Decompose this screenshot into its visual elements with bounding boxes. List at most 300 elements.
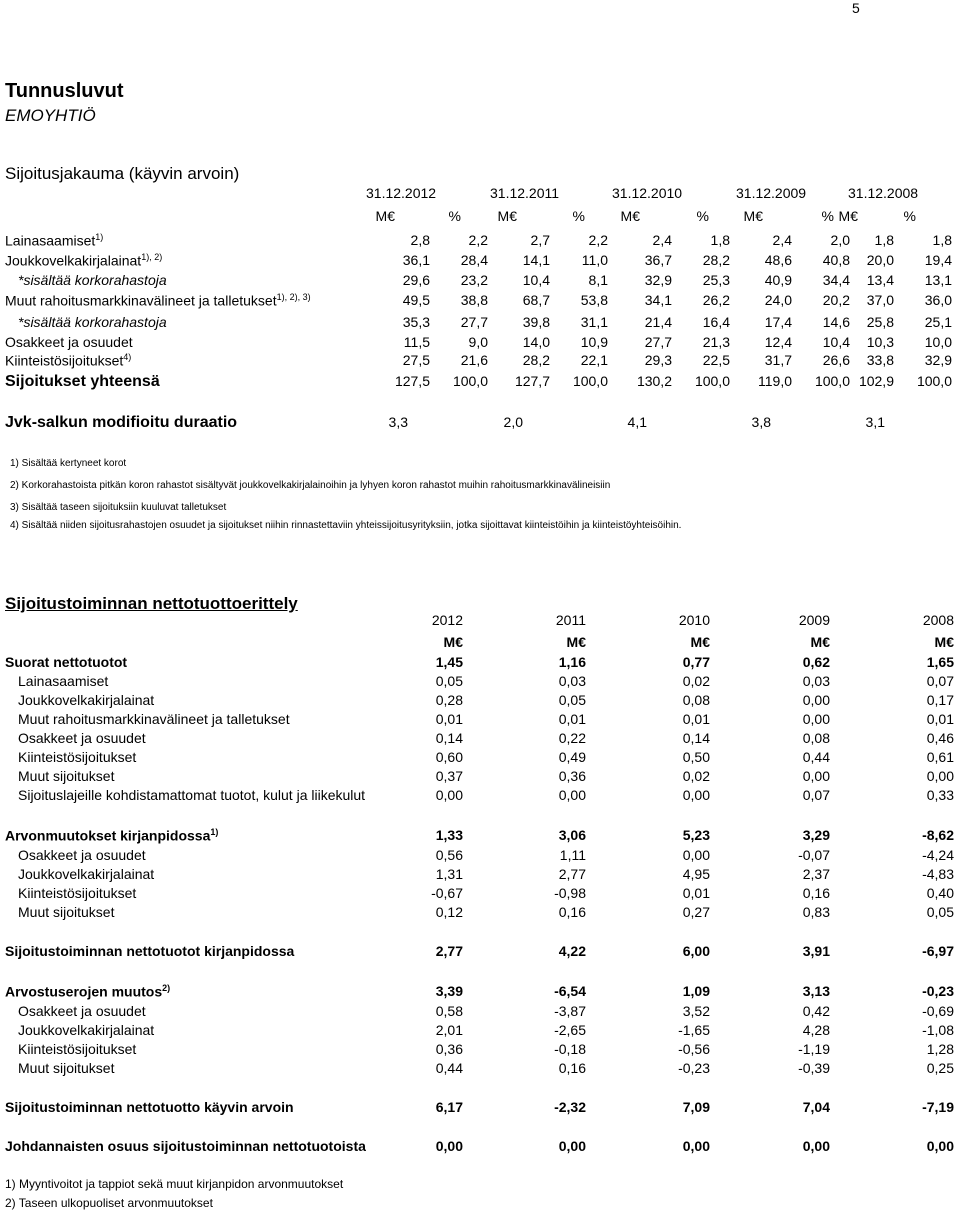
- table-row: [0, 943, 960, 963]
- unit-header: M€: [620, 208, 640, 224]
- table-cell: 0,14: [682, 730, 710, 746]
- table-cell: 34,4: [822, 272, 850, 288]
- table-cell: 2,0: [830, 232, 850, 248]
- table-cell: -0,67: [431, 885, 463, 901]
- table-cell: 31,7: [764, 352, 792, 368]
- table-cell: 36,7: [644, 252, 672, 268]
- table-row: [0, 904, 960, 924]
- table-cell: 100,0: [916, 373, 952, 389]
- table-cell: 28,2: [522, 352, 550, 368]
- table-cell: 0,02: [682, 768, 710, 784]
- page-title: Tunnusluvut: [5, 80, 124, 102]
- table-cell: 100,0: [452, 373, 488, 389]
- table-cell: 1,8: [932, 232, 952, 248]
- table-cell: 11,5: [403, 334, 430, 350]
- table-cell: 21,4: [644, 314, 672, 330]
- unit-header: M€: [566, 634, 586, 650]
- table-cell: 29,3: [644, 352, 672, 368]
- table-cell: 0,07: [802, 787, 830, 803]
- table-cell: 0,00: [802, 692, 830, 708]
- table-cell: 10,4: [522, 272, 550, 288]
- table-cell: 0,01: [926, 711, 954, 727]
- table-cell: 20,2: [822, 292, 850, 308]
- table-cell: 29,6: [402, 272, 430, 288]
- net-income-heading: Sijoitustoiminnan nettotuottoerittely: [5, 594, 298, 613]
- footnote: 1) Sisältää kertyneet korot: [10, 458, 127, 469]
- table-cell: 0,16: [802, 885, 830, 901]
- table-cell: 0,01: [558, 711, 586, 727]
- table-cell: 0,03: [558, 673, 586, 689]
- row-label: [18, 787, 365, 803]
- row-label: [18, 904, 114, 920]
- table-cell: 0,07: [926, 673, 954, 689]
- table-cell: 49,5: [402, 292, 430, 308]
- table-cell: 0,05: [435, 673, 463, 689]
- table-cell: 2,4: [772, 232, 792, 248]
- table-cell: 16,4: [702, 314, 730, 330]
- table-row: [0, 866, 960, 886]
- row-label: [5, 292, 311, 309]
- table-cell: 22,5: [702, 352, 730, 368]
- table-cell: 13,4: [866, 272, 894, 288]
- table-cell: 33,8: [866, 352, 894, 368]
- row-label-text: Osakkeet ja osuudet: [18, 730, 146, 746]
- table-cell: 8,1: [588, 272, 608, 288]
- table-cell: -8,62: [922, 827, 954, 843]
- table-row: [0, 692, 960, 712]
- table-cell: 0,00: [926, 768, 954, 784]
- table-cell: 0,01: [682, 885, 710, 901]
- table-cell: 0,28: [435, 692, 463, 708]
- row-label-text: Osakkeet ja osuudet: [18, 847, 146, 863]
- row-label: [18, 1022, 154, 1038]
- table-cell: 0,61: [926, 749, 954, 765]
- table-cell: 3,52: [682, 1003, 710, 1019]
- row-label-text: Joukkovelkakirjalainat: [18, 692, 155, 708]
- table-row: [0, 1138, 960, 1158]
- table-cell: 2,37: [802, 866, 830, 882]
- table-row: [0, 1060, 960, 1080]
- table-cell: 130,2: [636, 373, 672, 389]
- table-cell: 0,00: [558, 787, 586, 803]
- table-cell: -0,23: [922, 983, 954, 999]
- table-row: [0, 1022, 960, 1042]
- table-cell: -0,98: [554, 885, 586, 901]
- table-cell: 0,14: [435, 730, 463, 746]
- unit-header: %: [448, 208, 461, 224]
- table-cell: 48,6: [764, 252, 792, 268]
- table-cell: 2,2: [588, 232, 608, 248]
- table-cell: 0,42: [802, 1003, 830, 1019]
- table-cell: 1,33: [435, 827, 463, 843]
- table-cell: -0,07: [798, 847, 830, 863]
- row-label: [5, 414, 237, 432]
- table-cell: -4,24: [922, 847, 954, 863]
- table-cell: 0,37: [435, 768, 463, 784]
- row-label: [5, 983, 170, 1000]
- footnote-marker: 4): [123, 352, 132, 362]
- table-cell: 10,0: [924, 334, 952, 350]
- unit-header: %: [696, 208, 709, 224]
- table-cell: 9,0: [468, 334, 488, 350]
- row-label: [18, 673, 108, 689]
- row-label: [5, 352, 131, 369]
- row-label-text: Kiinteistösijoitukset: [18, 749, 137, 765]
- table-cell: 0,00: [926, 1138, 954, 1154]
- table-cell: 40,9: [764, 272, 792, 288]
- row-label: [18, 730, 146, 746]
- table-row: [0, 730, 960, 750]
- year-header: 31.12.2008: [848, 185, 919, 201]
- row-label: [18, 847, 146, 863]
- table-cell: 0,44: [802, 749, 830, 765]
- table-cell: 0,00: [682, 847, 710, 863]
- table-cell: 53,8: [580, 292, 608, 308]
- table-cell: 22,1: [580, 352, 608, 368]
- table-row: [0, 847, 960, 867]
- table-cell: 102,9: [858, 373, 894, 389]
- row-label-text: Muut rahoitusmarkkinavälineet ja talletukset: [5, 292, 277, 309]
- row-label: [18, 1041, 136, 1057]
- row-label-text: Arvostuserojen muutos: [5, 983, 163, 1000]
- year-header: 2012: [431, 612, 463, 628]
- table-cell: 100,0: [814, 373, 850, 389]
- unit-header: M€: [690, 634, 710, 650]
- allocation-heading: Sijoitusjakauma (käyvin arvoin): [5, 164, 240, 183]
- table-cell: 100,0: [572, 373, 608, 389]
- table-cell: 11,0: [581, 252, 608, 268]
- table-cell: 40,8: [822, 252, 850, 268]
- footnote-marker: 1), 2), 3): [276, 292, 311, 302]
- row-label: [18, 272, 167, 288]
- row-label: [18, 866, 154, 882]
- table-cell: 10,4: [822, 334, 850, 350]
- unit-header: M€: [810, 634, 830, 650]
- table-cell: 0,62: [802, 654, 830, 670]
- table-cell: 3,3: [388, 414, 408, 430]
- unit-header: M€: [443, 634, 463, 650]
- row-label-text: *sisältää korkorahastoja: [18, 314, 167, 330]
- table-cell: 0,02: [682, 673, 710, 689]
- row-label-text: Sijoitustoiminnan nettotuotot kirjanpidossa: [5, 943, 295, 959]
- table-cell: 100,0: [694, 373, 730, 389]
- page-number: 5: [852, 0, 860, 16]
- row-label: [18, 1060, 114, 1076]
- table-cell: 6,00: [682, 943, 710, 959]
- row-label: [18, 749, 136, 765]
- table-cell: 27,5: [402, 352, 430, 368]
- table-cell: 2,01: [435, 1022, 463, 1038]
- footnote: 1) Myyntivoitot ja tappiot sekä muut kirjanpidon arvonmuutokset: [5, 1177, 344, 1191]
- year-header: 31.12.2010: [612, 185, 683, 201]
- table-row: [0, 252, 960, 272]
- table-cell: 127,7: [514, 373, 550, 389]
- table-cell: 0,25: [926, 1060, 954, 1076]
- table-cell: 0,83: [802, 904, 830, 920]
- row-label-text: Kiinteistösijoitukset: [18, 885, 137, 901]
- unit-header: %: [903, 208, 916, 224]
- table-cell: 0,77: [682, 654, 710, 670]
- table-cell: 21,3: [702, 334, 730, 350]
- table-cell: 25,8: [866, 314, 894, 330]
- table-cell: 28,4: [460, 252, 488, 268]
- table-cell: 1,28: [926, 1041, 954, 1057]
- table-row: [0, 272, 960, 292]
- table-cell: 0,00: [802, 768, 830, 784]
- table-cell: -6,97: [922, 943, 954, 959]
- table-cell: 2,8: [410, 232, 430, 248]
- table-row: [0, 711, 960, 731]
- table-cell: 1,8: [710, 232, 730, 248]
- table-cell: 21,6: [460, 352, 488, 368]
- table-row: [0, 749, 960, 769]
- table-cell: -6,54: [554, 983, 586, 999]
- footnote: 2) Korkorahastoista pitkän koron rahastot sisältyvät joukkovelkakirjalainoihin ja lyhyen koron rahastot muihin rahoitusmarkkinavälineisiin: [10, 480, 611, 491]
- table-row: [0, 827, 960, 847]
- table-cell: 14,0: [522, 334, 550, 350]
- table-cell: -7,19: [922, 1099, 954, 1115]
- table-cell: -0,18: [554, 1041, 586, 1057]
- unit-header: %: [821, 208, 834, 224]
- row-label: [18, 885, 136, 901]
- row-label-text: Joukkovelkakirjalainat: [18, 1022, 155, 1038]
- table-cell: 0,60: [435, 749, 463, 765]
- row-label-text: Muut sijoitukset: [18, 904, 115, 920]
- table-cell: 0,56: [435, 847, 463, 863]
- row-label: [5, 1138, 366, 1154]
- row-label-text: Lainasaamiset: [5, 232, 96, 249]
- table-cell: 7,04: [802, 1099, 830, 1115]
- footnote-marker: 1): [95, 232, 104, 242]
- unit-header: M€: [375, 208, 395, 224]
- table-cell: -4,83: [922, 866, 954, 882]
- table-cell: 1,31: [435, 866, 463, 882]
- table-cell: 0,22: [558, 730, 586, 746]
- table-cell: 0,01: [682, 711, 710, 727]
- row-label: [5, 373, 160, 391]
- table-cell: 37,0: [866, 292, 894, 308]
- table-cell: 35,3: [402, 314, 430, 330]
- table-cell: -2,32: [554, 1099, 586, 1115]
- table-cell: 1,11: [559, 847, 586, 863]
- table-row: [0, 1099, 960, 1119]
- table-cell: 4,28: [802, 1022, 830, 1038]
- table-cell: 32,9: [924, 352, 952, 368]
- row-label: [18, 768, 114, 784]
- table-cell: 0,36: [558, 768, 586, 784]
- table-cell: -0,39: [798, 1060, 830, 1076]
- year-header: 2008: [922, 612, 954, 628]
- table-cell: 2,77: [435, 943, 463, 959]
- table-cell: 10,9: [580, 334, 608, 350]
- table-cell: 3,39: [435, 983, 463, 999]
- table-row: [0, 352, 960, 372]
- table-cell: 3,1: [865, 414, 885, 430]
- table-cell: 1,45: [435, 654, 463, 670]
- table-cell: 2,77: [558, 866, 586, 882]
- row-label: [5, 334, 133, 350]
- year-header: 31.12.2011: [490, 185, 560, 201]
- table-cell: -0,23: [678, 1060, 710, 1076]
- table-cell: -3,87: [554, 1003, 586, 1019]
- table-cell: 2,0: [503, 414, 523, 430]
- table-cell: 3,91: [802, 943, 830, 959]
- table-cell: 26,6: [822, 352, 850, 368]
- table-cell: 3,13: [802, 983, 830, 999]
- table-cell: 36,0: [924, 292, 952, 308]
- row-label-text: Osakkeet ja osuudet: [18, 1003, 146, 1019]
- table-cell: 0,58: [435, 1003, 463, 1019]
- row-label-text: Muut sijoitukset: [18, 768, 115, 784]
- unit-header: M€: [838, 208, 858, 224]
- table-cell: 0,05: [558, 692, 586, 708]
- table-cell: 36,1: [402, 252, 430, 268]
- page-subtitle: EMOYHTIÖ: [5, 106, 96, 125]
- row-label: [5, 252, 162, 269]
- table-cell: 0,00: [802, 1138, 830, 1154]
- table-cell: 2,2: [468, 232, 488, 248]
- unit-header: M€: [743, 208, 763, 224]
- table-row: [0, 885, 960, 905]
- table-cell: 27,7: [644, 334, 672, 350]
- table-cell: 7,09: [682, 1099, 710, 1115]
- year-header: 2011: [555, 612, 586, 628]
- table-row: [0, 673, 960, 693]
- table-cell: 2,4: [652, 232, 672, 248]
- table-cell: 0,00: [682, 787, 710, 803]
- year-header: 2009: [798, 612, 830, 628]
- table-cell: 0,03: [802, 673, 830, 689]
- table-row: [0, 334, 960, 354]
- table-cell: 0,00: [802, 711, 830, 727]
- table-row: [0, 314, 960, 334]
- table-row: [0, 292, 960, 312]
- table-cell: 3,06: [558, 827, 586, 843]
- table-cell: 3,8: [751, 414, 771, 430]
- table-cell: 1,65: [926, 654, 954, 670]
- row-label: [5, 232, 103, 249]
- table-cell: -0,69: [922, 1003, 954, 1019]
- row-label: [18, 711, 290, 727]
- table-cell: 27,7: [460, 314, 488, 330]
- table-cell: 0,36: [435, 1041, 463, 1057]
- table-cell: 31,1: [580, 314, 608, 330]
- row-label-text: Arvonmuutokset kirjanpidossa: [5, 827, 211, 844]
- table-cell: 25,1: [924, 314, 952, 330]
- table-cell: 5,23: [682, 827, 710, 843]
- table-cell: 0,33: [926, 787, 954, 803]
- table-cell: 0,27: [682, 904, 710, 920]
- table-cell: 0,00: [558, 1138, 586, 1154]
- unit-header: M€: [497, 208, 517, 224]
- duration-row: [0, 414, 960, 434]
- table-cell: 14,1: [522, 252, 550, 268]
- table-cell: 28,2: [702, 252, 730, 268]
- year-header: 2010: [678, 612, 710, 628]
- table-cell: 1,09: [682, 983, 710, 999]
- table-cell: 12,4: [764, 334, 792, 350]
- row-label-text: Kiinteistösijoitukset: [5, 352, 124, 369]
- table-cell: 0,44: [435, 1060, 463, 1076]
- table-row: [0, 768, 960, 788]
- table-cell: 127,5: [394, 373, 430, 389]
- table-cell: -1,19: [798, 1041, 830, 1057]
- table-row: [0, 654, 960, 674]
- footnote: 3) Sisältää taseen sijoituksiin kuuluvat talletukset: [10, 502, 227, 513]
- unit-header: M€: [934, 634, 954, 650]
- row-label-text: Osakkeet ja osuudet: [5, 334, 133, 350]
- row-label-text: Muut rahoitusmarkkinavälineet ja talletukset: [18, 711, 290, 727]
- table-cell: -0,56: [678, 1041, 710, 1057]
- table-cell: -2,65: [554, 1022, 586, 1038]
- row-label: [5, 654, 127, 670]
- row-label: [18, 692, 154, 708]
- row-label-text: Lainasaamiset: [18, 673, 109, 689]
- table-cell: 4,1: [627, 414, 647, 430]
- table-cell: 119,0: [758, 373, 792, 389]
- row-label-text: Sijoitukset yhteensä: [5, 373, 160, 390]
- table-cell: 0,00: [435, 1138, 463, 1154]
- row-label-text: Suorat nettotuotot: [5, 654, 128, 670]
- table-cell: 0,08: [682, 692, 710, 708]
- row-label-text: Kiinteistösijoitukset: [18, 1041, 137, 1057]
- footnote: 2) Taseen ulkopuoliset arvonmuutokset: [5, 1196, 213, 1210]
- table-cell: 6,17: [435, 1099, 463, 1115]
- table-cell: 14,6: [822, 314, 850, 330]
- table-cell: 0,16: [558, 1060, 586, 1076]
- table-cell: 34,1: [644, 292, 672, 308]
- table-cell: 23,2: [460, 272, 488, 288]
- year-header: 31.12.2012: [366, 185, 437, 201]
- row-label: [18, 314, 167, 330]
- table-cell: 32,9: [644, 272, 672, 288]
- row-label: [5, 827, 218, 844]
- row-label-text: Sijoituslajeille kohdistamattomat tuotot, kulut ja liikekulut: [18, 787, 366, 803]
- table-cell: 38,8: [460, 292, 488, 308]
- table-cell: 0,12: [435, 904, 463, 920]
- row-label-text: Joukkovelkakirjalainat: [5, 252, 142, 269]
- table-row: [0, 232, 960, 252]
- table-cell: 4,95: [682, 866, 710, 882]
- table-cell: 1,8: [874, 232, 894, 248]
- table-cell: 17,4: [764, 314, 792, 330]
- row-label-text: *sisältää korkorahastoja: [18, 272, 167, 288]
- row-label-text: Joukkovelkakirjalainat: [18, 866, 155, 882]
- total-row: [0, 373, 960, 393]
- table-row: [0, 787, 960, 807]
- table-cell: 0,40: [926, 885, 954, 901]
- row-label: [5, 1099, 294, 1115]
- table-cell: 2,7: [530, 232, 550, 248]
- table-cell: 20,0: [866, 252, 894, 268]
- table-cell: 0,00: [435, 787, 463, 803]
- table-cell: 0,08: [802, 730, 830, 746]
- row-label-text: Sijoitustoiminnan nettotuotto käyvin arvoin: [5, 1099, 294, 1115]
- table-cell: 0,50: [682, 749, 710, 765]
- table-row: [0, 983, 960, 1003]
- table-cell: 26,2: [702, 292, 730, 308]
- footnote-marker: 1): [210, 827, 219, 837]
- table-cell: 0,46: [926, 730, 954, 746]
- unit-header: %: [572, 208, 585, 224]
- row-label: [18, 1003, 146, 1019]
- table-cell: 0,16: [558, 904, 586, 920]
- table-cell: 0,00: [682, 1138, 710, 1154]
- table-cell: -1,65: [678, 1022, 710, 1038]
- table-cell: 25,3: [702, 272, 730, 288]
- row-label-text: Jvk-salkun modifioitu duraatio: [5, 414, 238, 431]
- table-cell: 3,29: [802, 827, 830, 843]
